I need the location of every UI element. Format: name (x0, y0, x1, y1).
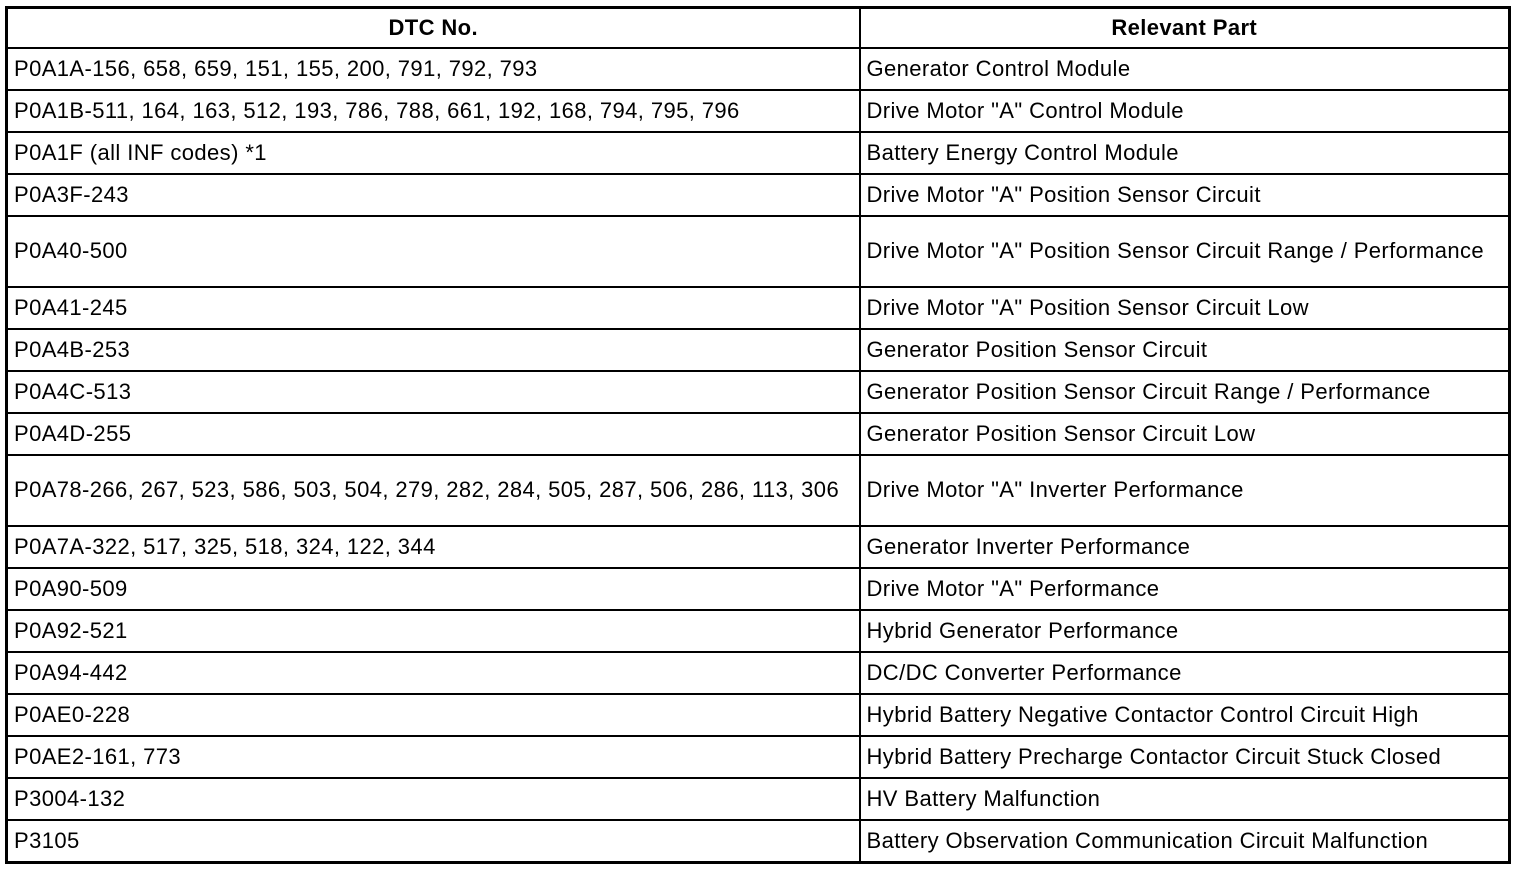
part-cell: HV Battery Malfunction (860, 778, 1510, 820)
dtc-cell: P3004-132 (7, 778, 860, 820)
table-row (7, 610, 1510, 652)
part-cell: DC/DC Converter Performance (860, 652, 1510, 694)
part-cell: Drive Motor "A" Performance (860, 568, 1510, 610)
table-row (7, 216, 1510, 287)
dtc-cell: P0A4D-255 (7, 413, 860, 455)
table-row (7, 132, 1510, 174)
table-row (7, 736, 1510, 778)
dtc-cell: P0AE0-228 (7, 694, 860, 736)
dtc-cell: P0A1B-511, 164, 163, 512, 193, 786, 788, 661, 192, 168, 794, 795, 796 (7, 90, 860, 132)
dtc-cell: P0A92-521 (7, 610, 860, 652)
header-dtc-no: DTC No. (7, 8, 860, 49)
dtc-cell: P3105 (7, 820, 860, 863)
part-cell: Hybrid Generator Performance (860, 610, 1510, 652)
dtc-cell: P0A1F (all INF codes) *1 (7, 132, 860, 174)
part-cell: Hybrid Battery Precharge Contactor Circuit Stuck Closed (860, 736, 1510, 778)
table-row (7, 287, 1510, 329)
part-cell: Battery Observation Communication Circuit Malfunction (860, 820, 1510, 863)
table-row (7, 526, 1510, 568)
table-row (7, 413, 1510, 455)
table-row (7, 371, 1510, 413)
part-cell: Drive Motor "A" Position Sensor Circuit Low (860, 287, 1510, 329)
table-row (7, 90, 1510, 132)
dtc-cell: P0A78-266, 267, 523, 586, 503, 504, 279, 282, 284, 505, 287, 506, 286, 113, 306 (7, 455, 860, 526)
dtc-cell: P0A7A-322, 517, 325, 518, 324, 122, 344 (7, 526, 860, 568)
dtc-cell: P0A90-509 (7, 568, 860, 610)
part-cell: Battery Energy Control Module (860, 132, 1510, 174)
part-cell: Hybrid Battery Negative Contactor Control Circuit High (860, 694, 1510, 736)
table-row (7, 455, 1510, 526)
part-cell: Generator Inverter Performance (860, 526, 1510, 568)
dtc-cell: P0A4B-253 (7, 329, 860, 371)
dtc-cell: P0A40-500 (7, 216, 860, 287)
dtc-cell: P0A41-245 (7, 287, 860, 329)
part-cell: Drive Motor "A" Position Sensor Circuit Range / Performance (860, 216, 1510, 287)
dtc-cell: P0AE2-161, 773 (7, 736, 860, 778)
dtc-cell: P0A94-442 (7, 652, 860, 694)
table-row (7, 820, 1510, 863)
table-header-row (7, 8, 1510, 49)
part-cell: Generator Position Sensor Circuit Low (860, 413, 1510, 455)
part-cell: Drive Motor "A" Position Sensor Circuit (860, 174, 1510, 216)
dtc-cell: P0A3F-243 (7, 174, 860, 216)
part-cell: Drive Motor "A" Control Module (860, 90, 1510, 132)
table-row (7, 48, 1510, 90)
part-cell: Generator Position Sensor Circuit (860, 329, 1510, 371)
dtc-cell: P0A1A-156, 658, 659, 151, 155, 200, 791, 792, 793 (7, 48, 860, 90)
part-cell: Generator Control Module (860, 48, 1510, 90)
table-row (7, 778, 1510, 820)
dtc-table (5, 6, 1511, 864)
table-row (7, 652, 1510, 694)
table-row (7, 174, 1510, 216)
table-row (7, 694, 1510, 736)
table-row (7, 568, 1510, 610)
part-cell: Drive Motor "A" Inverter Performance (860, 455, 1510, 526)
dtc-cell: P0A4C-513 (7, 371, 860, 413)
part-cell: Generator Position Sensor Circuit Range / Performance (860, 371, 1510, 413)
header-relevant-part: Relevant Part (860, 8, 1510, 49)
table-row (7, 329, 1510, 371)
